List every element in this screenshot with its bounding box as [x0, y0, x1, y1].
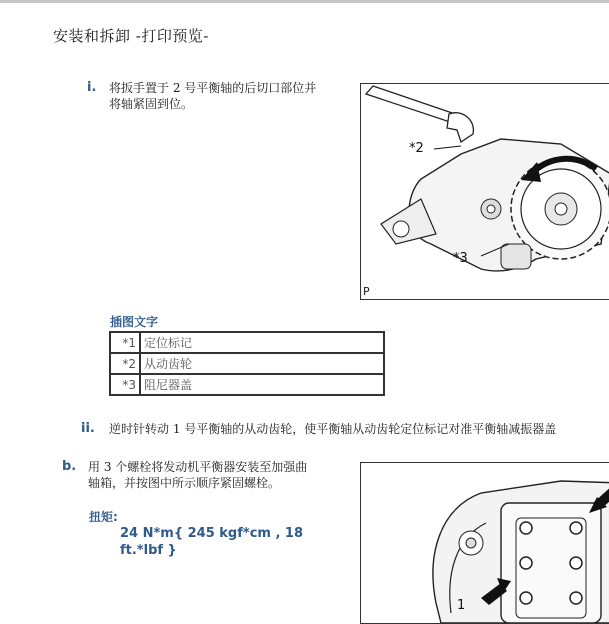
step-b-line-2: 轴箱，并按图中所示顺序紧固螺栓。 — [88, 476, 281, 490]
torque-label: 扭矩: — [89, 510, 118, 524]
legend-row — [110, 353, 384, 374]
legend-num: *3 — [110, 374, 140, 395]
step-b-text — [88, 459, 307, 491]
step-ii-text: 逆时针转动 1 号平衡轴的从动齿轮，使平衡轴从动齿轮定位标记对准平衡轴减振器盖 — [109, 422, 557, 436]
callout-2: *2 — [409, 141, 424, 156]
legend-row — [110, 374, 384, 395]
legend-text: 阻尼器盖 — [140, 374, 384, 395]
step-i-marker: i. — [87, 80, 97, 95]
legend-text: 从动齿轮 — [140, 353, 384, 374]
callout-3: *3 — [453, 251, 468, 266]
torque-value-line-1: 24 N*m{ 245 kgf*cm , 18 — [120, 526, 304, 541]
callout-1: 1 — [457, 598, 466, 613]
legend-num: *2 — [110, 353, 140, 374]
legend-num: *1 — [110, 332, 140, 353]
legend-row — [110, 332, 384, 353]
legend-table — [109, 331, 385, 396]
step-b-marker: b. — [62, 459, 77, 474]
step-i-line-1: 将扳手置于 2 号平衡轴的后切口部位并 — [109, 81, 317, 95]
step-i-line-2: 将轴紧固到位。 — [109, 97, 194, 111]
legend-caption: 插图文字 — [110, 315, 159, 329]
step-b-line-1: 用 3 个螺栓将发动机平衡器安装至加强曲 — [88, 460, 308, 474]
gear-drawing — [361, 84, 609, 299]
bolt-sequence-illustration — [360, 462, 609, 624]
legend-text: 定位标记 — [140, 332, 384, 353]
balancer-gear-illustration — [360, 83, 609, 300]
torque-value — [120, 525, 340, 559]
page-title: 安装和拆卸 -打印预览- — [53, 27, 209, 45]
crankcase-drawing — [361, 463, 609, 623]
step-ii-marker: ii. — [81, 421, 95, 436]
top-border — [0, 0, 609, 3]
figure-letter: P — [363, 285, 370, 298]
step-i-text — [109, 80, 316, 112]
torque-value-line-2: ft.*lbf } — [120, 543, 177, 558]
